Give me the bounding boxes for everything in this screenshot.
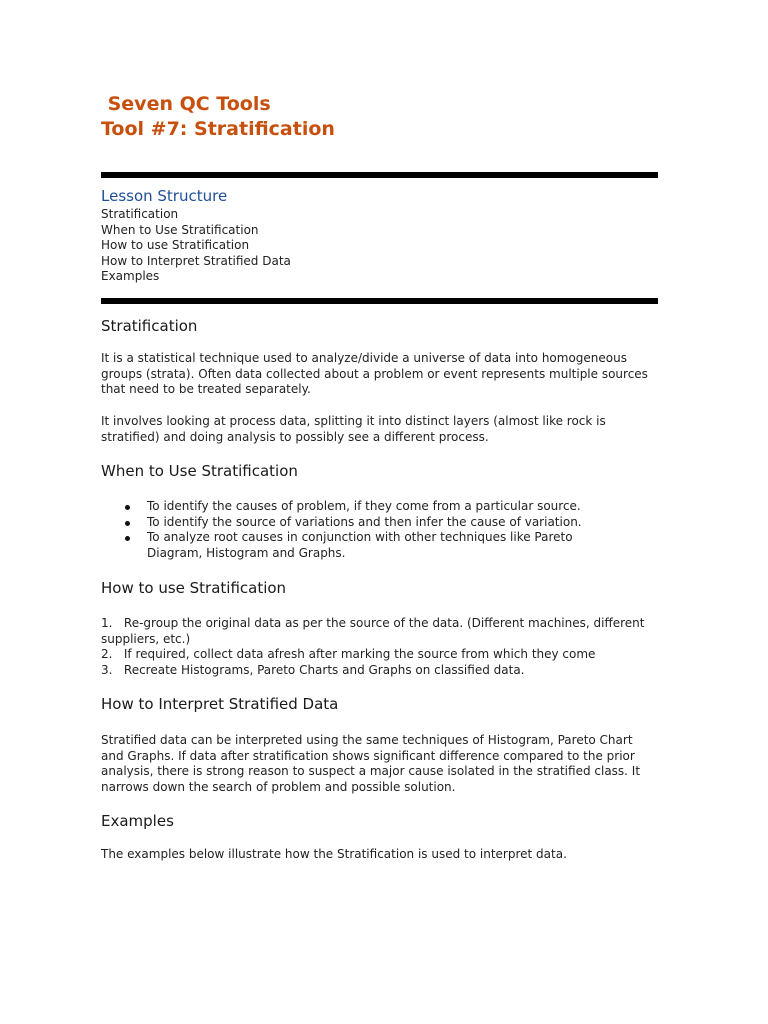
step-1: 1. Re-group the original data as per the source of the data. (Different machines, different suppliers, etc.)	[101, 616, 645, 646]
section-heading-examples: Examples	[101, 812, 174, 830]
bullet-icon	[125, 521, 130, 526]
section-heading-stratification: Stratification	[101, 317, 198, 335]
section-heading-when-to-use: When to Use Stratification	[101, 462, 298, 480]
stratification-paragraph-1: It is a statistical technique used to analyze/divide a universe of data into homogeneous groups (strata). Often data collected about a problem or event represents multiple sources that need to be treated separately.	[101, 351, 648, 397]
list-item	[121, 499, 641, 515]
bullet-icon	[125, 536, 130, 541]
list-item	[121, 515, 641, 531]
title-line-1: Seven QC Tools	[101, 93, 271, 115]
how-to-use-steps	[101, 616, 658, 678]
interpret-paragraph: Stratified data can be interpreted using the same techniques of Histogram, Pareto Chart and Graphs. If data after stratification shows significant difference compared to the prior analysis, there is strong reason to suspect a major cause isolated in the stratified class. It narrows down the search of problem and possible solution.	[101, 733, 641, 794]
lesson-item-interpret: How to Interpret Stratified Data	[101, 253, 291, 268]
title-line-2: Tool #7: Stratification	[101, 118, 335, 140]
lesson-item-when-to-use: When to Use Stratification	[101, 222, 259, 237]
document-title	[101, 92, 335, 142]
list-item-text: To analyze root causes in conjunction with other techniques like Pareto Diagram, Histogram and Graphs.	[147, 530, 573, 560]
section-heading-how-to-use: How to use Stratification	[101, 579, 287, 597]
examples-paragraph: The examples below illustrate how the Stratification is used to interpret data.	[101, 847, 567, 861]
top-divider	[101, 172, 658, 178]
lesson-structure-heading: Lesson Structure	[101, 187, 228, 205]
list-item	[121, 530, 627, 561]
lesson-item-how-to-use: How to use Stratification	[101, 238, 250, 253]
step-3: 3. Recreate Histograms, Pareto Charts and Graphs on classified data.	[101, 662, 525, 677]
bullet-icon	[125, 505, 130, 510]
lesson-structure	[101, 186, 291, 285]
when-to-use-list	[121, 499, 641, 561]
lesson-item-examples: Examples	[101, 269, 160, 284]
list-item-text: To identify the source of variations and then infer the cause of variation.	[147, 514, 582, 529]
section-heading-interpret: How to Interpret Stratified Data	[101, 695, 339, 713]
step-2: 2. If required, collect data afresh after marking the source from which they come	[101, 647, 596, 662]
stratification-paragraph-2: It involves looking at process data, splitting it into distinct layers (almost like rock is stratified) and doing analysis to possibly see a different process.	[101, 414, 606, 444]
list-item-text: To identify the causes of problem, if they come from a particular source.	[147, 499, 581, 513]
lesson-item-stratification: Stratification	[101, 207, 179, 221]
lesson-divider	[101, 298, 658, 304]
